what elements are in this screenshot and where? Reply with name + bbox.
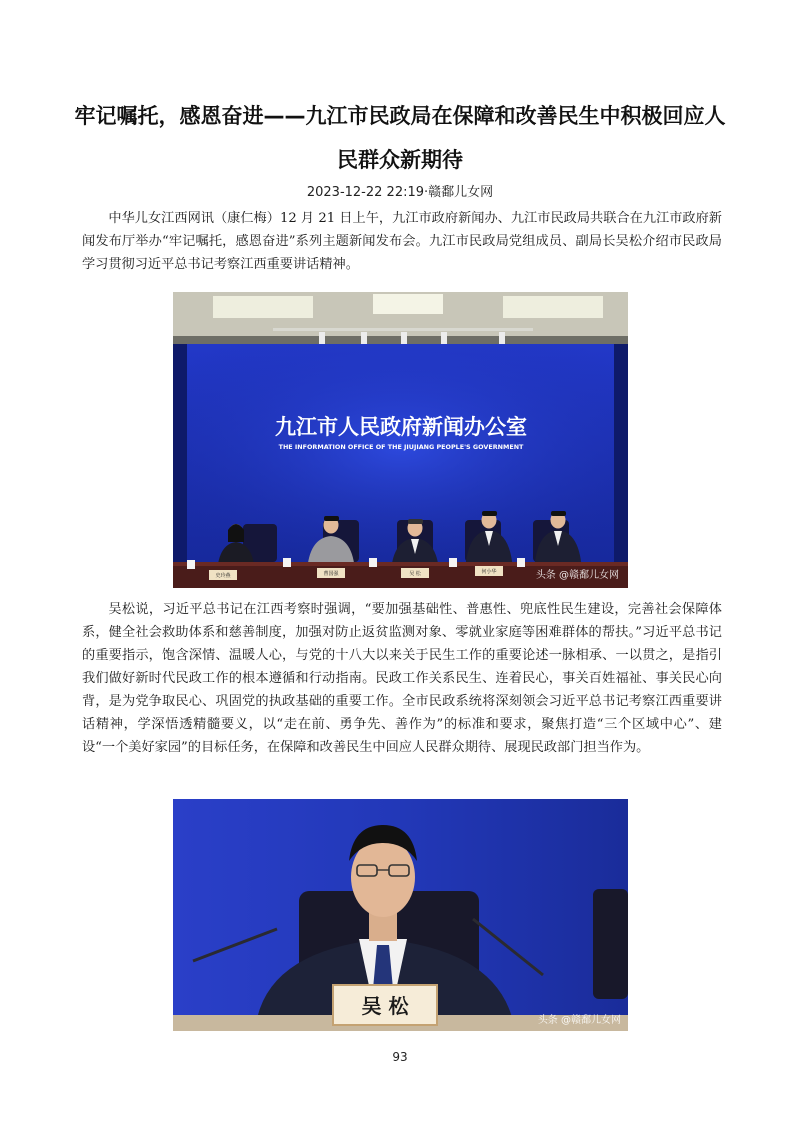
press-conference-photo <box>173 292 628 588</box>
article-byline: 2023-12-22 22:19·赣鄱儿女网 <box>306 185 494 200</box>
page-number: 93 <box>392 1050 408 1064</box>
nameplate-3: 吴 松 <box>409 571 421 577</box>
nameplate-2: 曹国强 <box>323 571 339 577</box>
paragraph-1: 中华儿女江西网讯（康仁梅）12 月 21 日上午，九江市政府新闻办、九江市民政局共联合在九江市政府新闻发布厅举办“牢记嘱托，感恩奋进”系列主题新闻发布会。九江市民政局党组成员、副局长吴松介绍市民政局学习贯彻习近平总书记考察江西重要讲话精神。 <box>82 211 722 272</box>
nameplate-1: 史玲燕 <box>215 573 231 579</box>
speaker-nameplate: 吴 松 <box>361 994 409 1018</box>
backdrop-subtitle: THE INFORMATION OFFICE OF THE JIUJIANG PEOPLE'S GOVERNMENT <box>278 443 524 451</box>
backdrop-title: 九江市人民政府新闻办公室 <box>275 415 527 439</box>
paragraph-2: 吴松说，习近平总书记在江西考察时强调，“要加强基础性、普惠性、兜底性民生建设，完善社会保障体系，健全社会救助体系和慈善制度，加强对防止返贫监测对象、零就业家庭等困难群体的帮扶。”习近平总书记的重要指示，饱含深情、温暖人心，与党的十八大以来关于民生工作的重要论述一脉相承、一以贯之，是指引我们做好新时代民政工作的根本遵循和行动指南。民政工作关系民生、连着民心，事关百姓福祉、事关民心向背，是为党争取民心、巩固党的执政基础的重要工作。全市民政系统将深刻领会习近平总书记考察江西重要讲话精神，学深悟透精髓要义，以“走在前、勇争先、善作为”的标准和要求，聚焦打造“三个区域中心”、建设“一个美好家园”的目标任务，在保障和改善民生中回应人民群众期待、展现民政部门担当作为。 <box>82 602 722 755</box>
watermark-1: 头条 @赣鄱儿女网 <box>535 570 619 581</box>
nameplate-4: 何小华 <box>481 569 497 575</box>
speaker-photo <box>173 799 628 1031</box>
watermark-2: 头条 @赣鄱儿女网 <box>537 1015 621 1026</box>
article-title: 牢记嘱托，感恩奋进——九江市民政局在保障和改善民生中积极回应人民群众新期待 <box>74 104 726 172</box>
